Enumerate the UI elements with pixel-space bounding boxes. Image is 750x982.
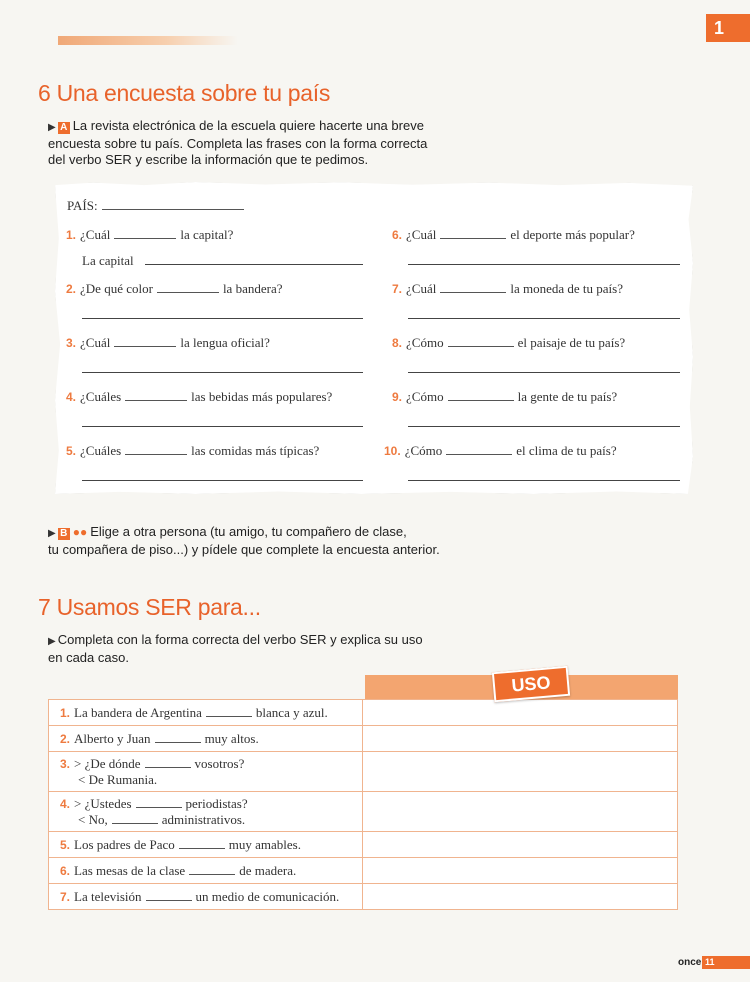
survey-question-9: 9. ¿Cómo la gente de tu país? — [392, 389, 618, 404]
question-1-blank[interactable] — [114, 229, 176, 239]
question-2-blank[interactable] — [157, 283, 219, 293]
question-9-blank[interactable] — [448, 391, 514, 401]
sentence-cell-5: 5. Los padres de Paco muy amables. — [49, 832, 363, 858]
sentence-cell-7: 7. La televisión un medio de comunicación. — [49, 884, 363, 910]
sentence-4-blank-b[interactable] — [112, 814, 158, 824]
uso-label-tag: USO — [492, 666, 570, 703]
sentence-7-blank[interactable] — [146, 891, 192, 901]
question-6-blank[interactable] — [440, 229, 506, 239]
pair-work-icon: ●● — [72, 525, 88, 539]
page-number-word: once — [678, 957, 702, 968]
table-row — [49, 752, 678, 792]
uso-cell-7[interactable] — [363, 884, 678, 910]
instruction-a-line3: del verbo SER y escribe la información que te pedimos. — [48, 152, 369, 167]
arrow-icon: ▶ — [48, 636, 56, 647]
ser-uses-table — [48, 699, 678, 910]
sentence-cell-6: 6. Las mesas de la clase de madera. — [49, 858, 363, 884]
instruction-a-line2: encuesta sobre tu país. Completa las frases con la forma correcta — [48, 136, 428, 151]
answer-8-line[interactable] — [408, 372, 680, 373]
instruction-b-line2: tu compañera de piso...) y pídele que complete la encuesta anterior. — [48, 542, 440, 557]
arrow-icon: ▶ — [48, 122, 56, 133]
instruction-7-line2: en cada caso. — [48, 650, 129, 665]
table-row — [49, 858, 678, 884]
sentence-cell-2: 2. Alberto y Juan muy altos. — [49, 726, 363, 752]
section-7-title: 7 Usamos SER para... — [38, 594, 261, 620]
sentence-cell-1: 1. La bandera de Argentina blanca y azul. — [49, 700, 363, 726]
survey-question-10: 10. ¿Cómo el clima de tu país? — [384, 443, 617, 458]
section-6-title: 6 Una encuesta sobre tu país — [38, 80, 331, 106]
sentence-6-blank[interactable] — [189, 865, 235, 875]
uso-cell-2[interactable] — [363, 726, 678, 752]
pais-label: PAÍS: — [67, 198, 248, 214]
table-row — [49, 884, 678, 910]
question-5-blank[interactable] — [125, 445, 187, 455]
header-decoration-bar — [58, 36, 238, 45]
question-8-blank[interactable] — [448, 337, 514, 347]
sentence-2-blank[interactable] — [155, 733, 201, 743]
uso-cell-5[interactable] — [363, 832, 678, 858]
question-10-blank[interactable] — [446, 445, 512, 455]
answer-2-line[interactable] — [82, 318, 363, 319]
question-7-blank[interactable] — [440, 283, 506, 293]
answer-4-line[interactable] — [82, 426, 363, 427]
uso-cell-4[interactable] — [363, 792, 678, 832]
uso-cell-3[interactable] — [363, 752, 678, 792]
survey-question-4: 4. ¿Cuáles las bebidas más populares? — [66, 389, 333, 404]
table-row — [49, 832, 678, 858]
survey-question-7: 7. ¿Cuál la moneda de tu país? — [392, 281, 623, 296]
section-6-instruction-a — [48, 118, 427, 168]
letter-b-badge: B — [58, 528, 70, 540]
letter-a-badge: A — [58, 122, 70, 134]
answer-6-line[interactable] — [408, 264, 680, 265]
answer-7-line[interactable] — [408, 318, 680, 319]
answer-3-line[interactable] — [82, 372, 363, 373]
arrow-icon: ▶ — [48, 528, 56, 539]
pais-blank[interactable] — [102, 200, 244, 210]
chapter-number-badge: 1 — [706, 14, 750, 42]
sentence-cell-4: 4. > ¿Ustedes periodistas? < No, administrativos. — [49, 792, 363, 832]
survey-question-2: 2. ¿De qué color la bandera? — [66, 281, 283, 296]
survey-question-5: 5. ¿Cuáles las comidas más típicas? — [66, 443, 320, 458]
answer-5-line[interactable] — [82, 480, 363, 481]
instruction-a-line1: La revista electrónica de la escuela quiere hacerte una breve — [72, 118, 424, 133]
answer-9-line[interactable] — [408, 426, 680, 427]
section-7-instruction — [48, 632, 423, 666]
survey-question-1: 1. ¿Cuál la capital? — [66, 227, 234, 242]
question-4-blank[interactable] — [125, 391, 187, 401]
sentence-4-blank-a[interactable] — [136, 798, 182, 808]
uso-cell-6[interactable] — [363, 858, 678, 884]
sentence-3-blank[interactable] — [145, 758, 191, 768]
table-row — [49, 726, 678, 752]
sentence-cell-3: 3. > ¿De dónde vosotros? < De Rumania. — [49, 752, 363, 792]
section-6-instruction-b — [48, 524, 440, 558]
table-row — [49, 700, 678, 726]
survey-question-3: 3. ¿Cuál la lengua oficial? — [66, 335, 270, 350]
sentence-5-blank[interactable] — [179, 839, 225, 849]
answer-1-line[interactable] — [145, 264, 363, 265]
uso-cell-1[interactable] — [363, 700, 678, 726]
sentence-1-blank[interactable] — [206, 707, 252, 717]
survey-question-8: 8. ¿Cómo el paisaje de tu país? — [392, 335, 626, 350]
answer-10-line[interactable] — [408, 480, 680, 481]
instruction-7-line1: Completa con la forma correcta del verbo SER y explica su uso — [57, 632, 423, 647]
survey-question-6: 6. ¿Cuál el deporte más popular? — [392, 227, 635, 242]
question-3-blank[interactable] — [114, 337, 176, 347]
instruction-b-line1: Elige a otra persona (tu amigo, tu compañero de clase, — [90, 524, 407, 539]
answer-1-prefix: La capital — [82, 253, 134, 268]
page-number-badge: 11 — [702, 956, 750, 969]
table-row — [49, 792, 678, 832]
